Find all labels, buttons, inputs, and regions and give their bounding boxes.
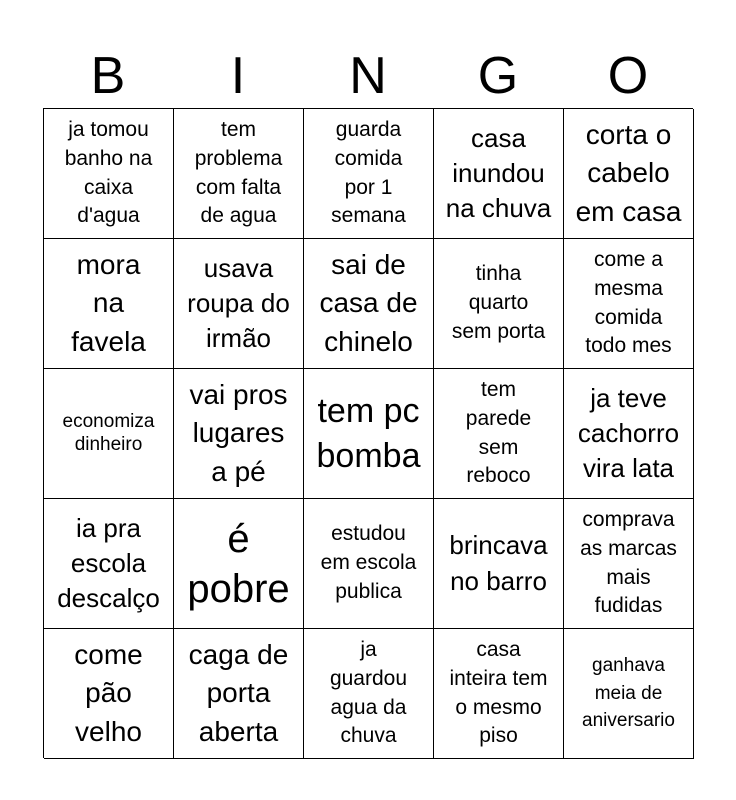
bingo-cell[interactable] <box>174 109 304 239</box>
bingo-header <box>43 44 693 108</box>
cell-text: tem parede sem reboco <box>465 377 532 488</box>
bingo-cell[interactable] <box>44 629 174 759</box>
bingo-cell[interactable] <box>44 239 174 369</box>
header-letter-o: O <box>607 47 649 105</box>
cell-text: caga de porta aberta <box>188 638 289 747</box>
bingo-cell[interactable] <box>434 369 564 499</box>
bingo-cell[interactable] <box>44 109 174 239</box>
bingo-cell[interactable] <box>44 369 174 499</box>
bingo-cell[interactable] <box>434 109 564 239</box>
bingo-cell[interactable] <box>304 499 434 629</box>
cell-text: economiza dinheiro <box>62 410 155 455</box>
bingo-card <box>43 108 693 758</box>
bingo-cell[interactable] <box>174 239 304 369</box>
bingo-cell[interactable] <box>564 369 694 499</box>
cell-text: ja teve cachorro vira lata <box>577 382 680 484</box>
cell-text: mora na favela <box>71 248 146 357</box>
cell-text: vai pros lugares a pé <box>189 378 288 487</box>
cell-text: ja tomou banho na caixa d'agua <box>64 117 153 228</box>
bingo-cell[interactable] <box>304 239 434 369</box>
bingo-cell[interactable] <box>174 629 304 759</box>
bingo-cell[interactable] <box>564 629 694 759</box>
header-letter-i: I <box>230 47 246 105</box>
cell-text: guarda comida por 1 semana <box>331 117 406 228</box>
cell-text: sai de casa de chinelo <box>319 248 418 357</box>
bingo-cell[interactable] <box>174 499 304 629</box>
bingo-cell[interactable] <box>304 109 434 239</box>
cell-text: tem pc bomba <box>316 392 421 475</box>
bingo-cell[interactable] <box>434 499 564 629</box>
cell-text: tem problema com falta de agua <box>194 117 283 228</box>
cell-text: ganhava meia de aniversario <box>582 655 675 732</box>
bingo-cell[interactable] <box>174 369 304 499</box>
cell-text: estudou em escola publica <box>320 522 417 603</box>
cell-text: corta o cabelo em casa <box>575 118 682 227</box>
cell-text: é pobre <box>187 516 290 611</box>
bingo-cell[interactable] <box>434 629 564 759</box>
cell-text: usava roupa do irmão <box>187 252 290 354</box>
bingo-cell[interactable] <box>564 109 694 239</box>
cell-text: casa inteira tem o mesmo piso <box>449 637 548 748</box>
cell-text: casa inundou na chuva <box>445 122 552 224</box>
bingo-cell[interactable] <box>304 369 434 499</box>
bingo-cell[interactable] <box>564 499 694 629</box>
cell-text: tinha quarto sem porta <box>451 262 546 343</box>
cell-text: comprava as marcas mais fudidas <box>580 507 677 618</box>
cell-text: ia pra escola descalço <box>57 512 160 614</box>
header-letter-g: G <box>477 47 519 105</box>
cell-text: ja guardou agua da chuva <box>329 637 408 748</box>
bingo-cell[interactable] <box>434 239 564 369</box>
cell-text: come a mesma comida todo mes <box>585 247 672 358</box>
cell-text: brincava no barro <box>449 530 548 596</box>
header-letter-n: N <box>349 47 387 105</box>
bingo-cell[interactable] <box>304 629 434 759</box>
cell-text: come pão velho <box>74 638 143 747</box>
bingo-cell[interactable] <box>564 239 694 369</box>
header-letter-b: B <box>90 47 126 105</box>
bingo-cell[interactable] <box>44 499 174 629</box>
